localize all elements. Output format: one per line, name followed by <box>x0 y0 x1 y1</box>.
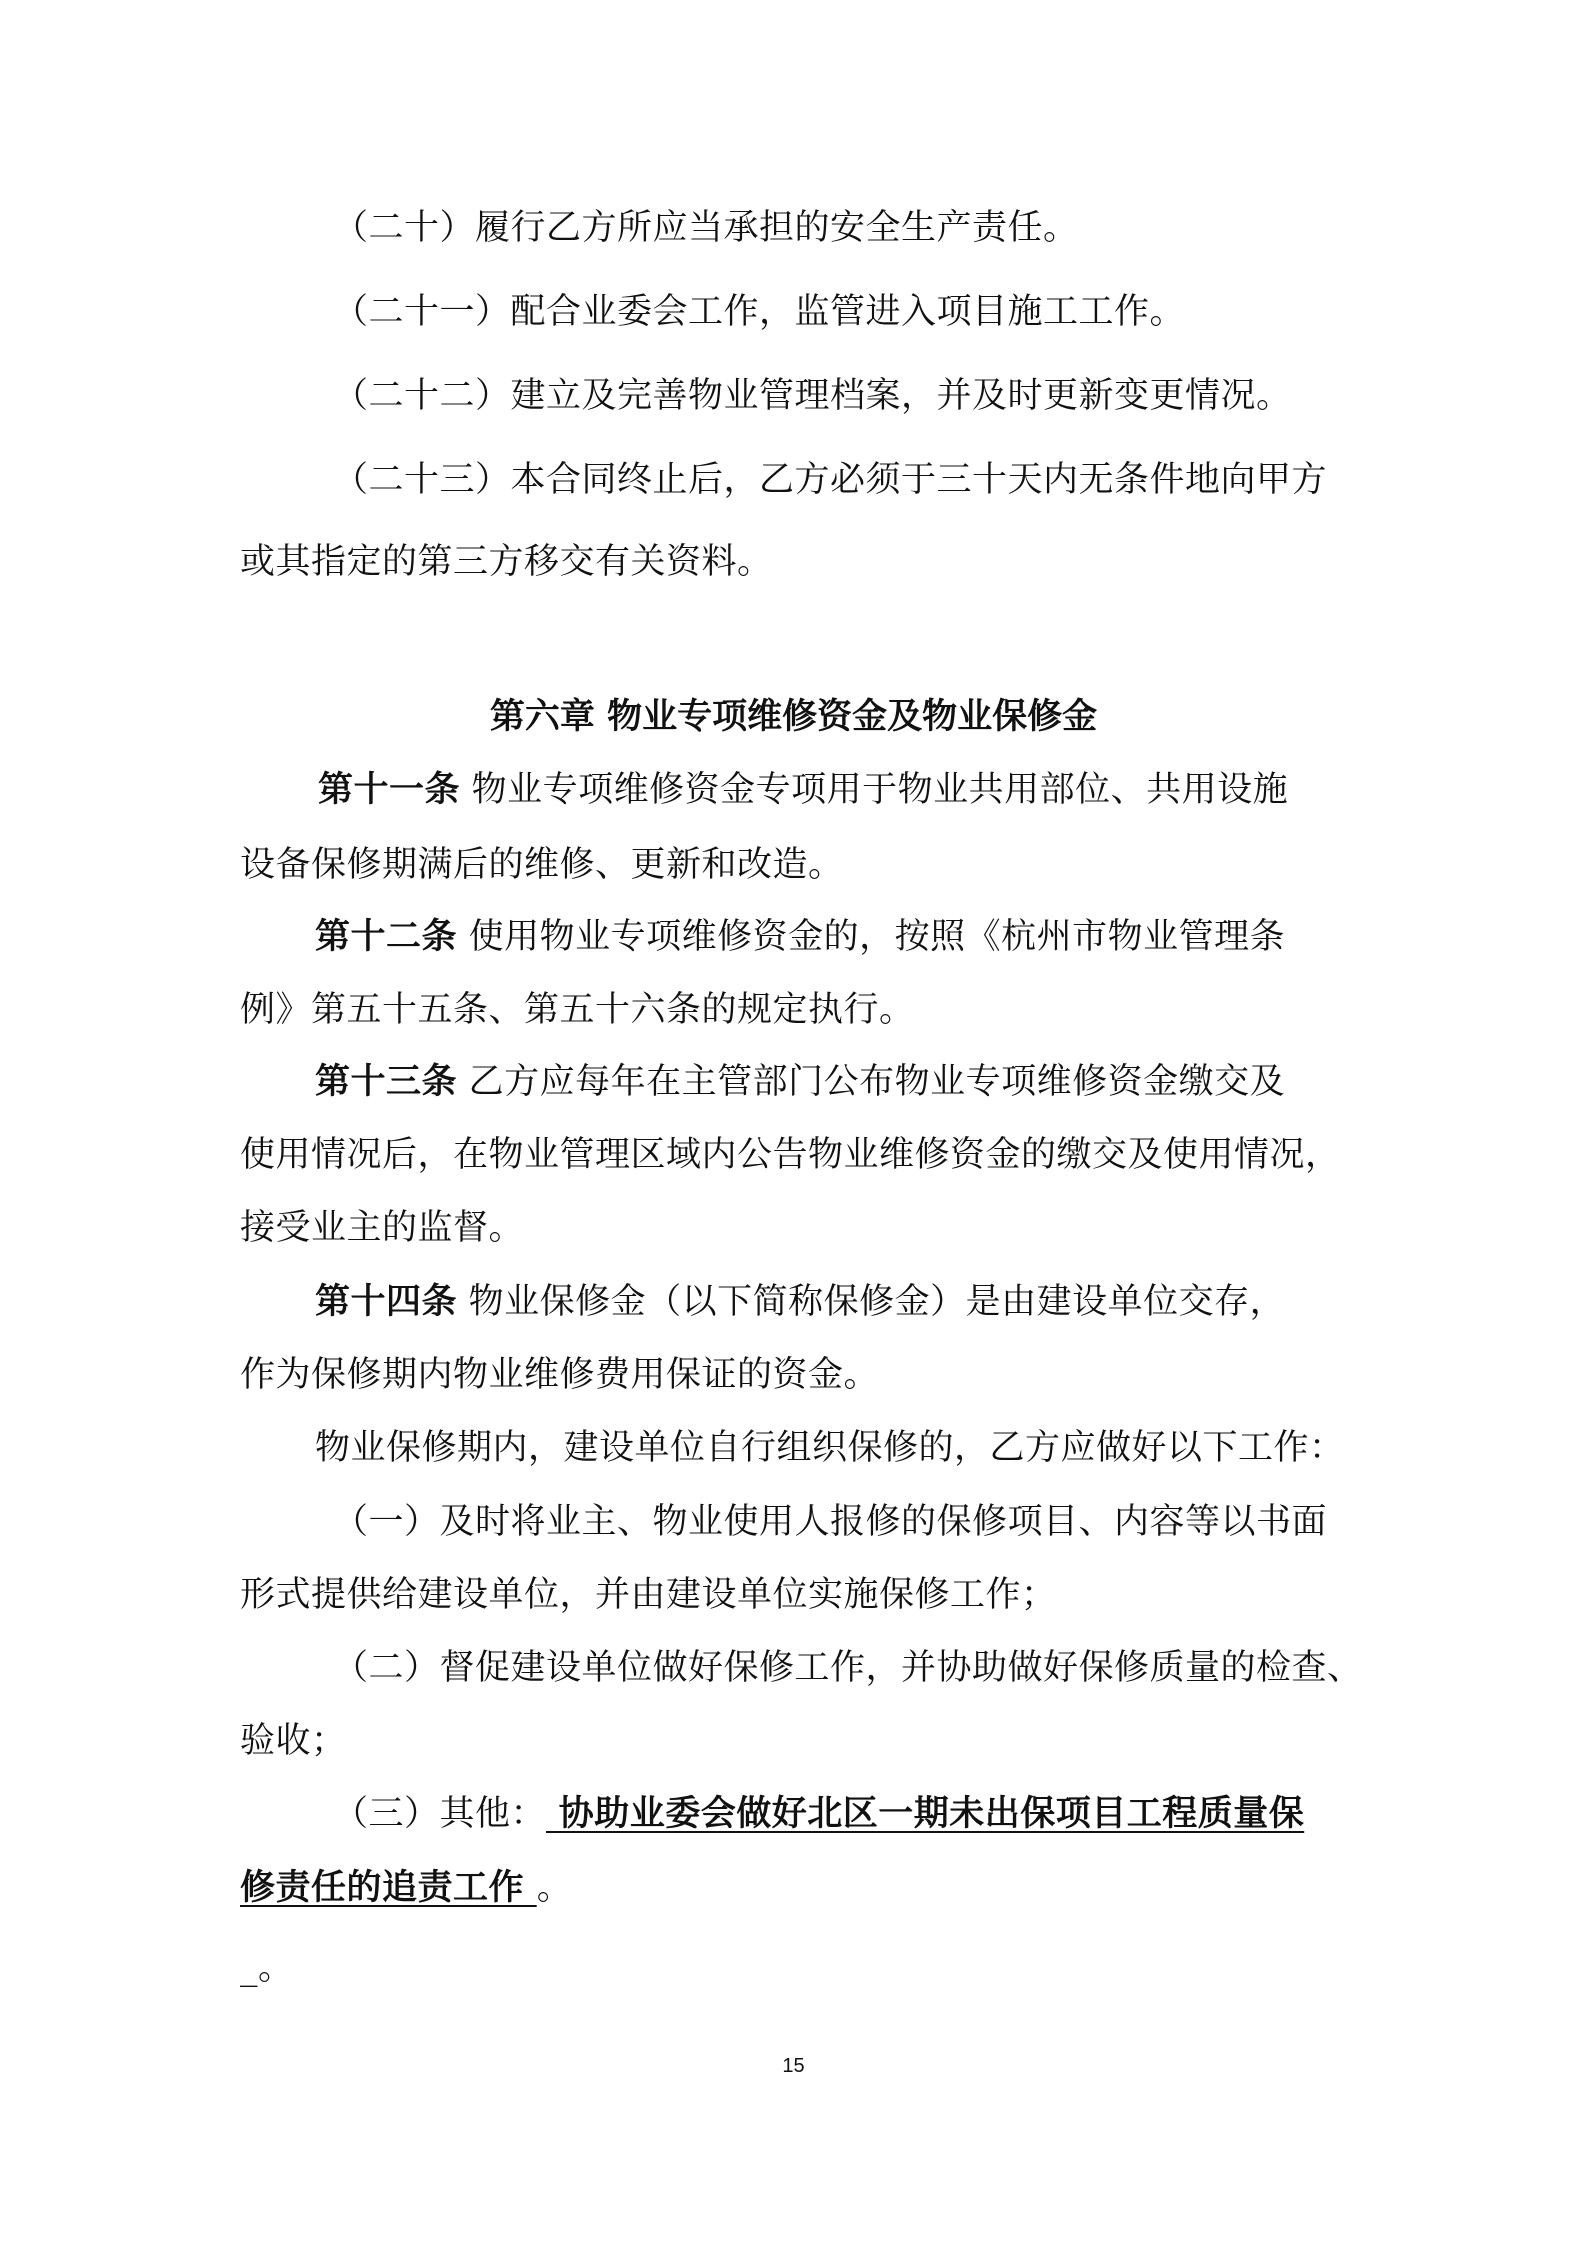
warranty-item-3-fill-in-cont: 修责任的追责工作 <box>240 1867 537 1908</box>
warranty-item-1-line-2: 形式提供给建设单位，并由建设单位实施保修工作； <box>240 1575 1057 1615</box>
article-13-label: 第十三条 <box>315 1061 458 1102</box>
clause-22: （二十二）建立及完善物业管理档案，并及时更新变更情况。 <box>333 376 1292 416</box>
chapter-title: 第六章 物业专项维修资金及物业保修金 <box>489 696 1098 737</box>
warranty-item-3-line-2 <box>240 1866 572 1910</box>
warranty-item-3-end: 。 <box>536 1868 573 1908</box>
warranty-item-2-line-2: 验收； <box>240 1721 347 1761</box>
article-11-label: 第十一条 <box>318 769 461 810</box>
clause-21: （二十一）配合业委会工作，监管进入项目施工工作。 <box>333 292 1186 332</box>
article-13-line-3: 接受业主的监督。 <box>240 1208 525 1248</box>
warranty-item-3-line-1 <box>333 1792 1304 1836</box>
warranty-item-1-line-1: （一）及时将业主、物业使用人报修的保修项目、内容等以书面 <box>333 1502 1328 1542</box>
warranty-item-3-prefix: （三）其他： <box>333 1794 547 1834</box>
article-11-line-1 <box>318 768 1288 812</box>
warranty-item-2-line-1: （二）督促建设单位做好保修工作，并协助做好保修质量的检查、 <box>333 1648 1363 1688</box>
clause-20: （二十）履行乙方所应当承担的安全生产责任。 <box>333 208 1079 248</box>
article-13-text: 乙方应每年在主管部门公布物业专项维修资金缴交及 <box>468 1062 1286 1102</box>
article-11-line-2: 设备保修期满后的维修、更新和改造。 <box>240 845 844 885</box>
article-14-line-1 <box>315 1280 1285 1324</box>
article-13-line-2: 使用情况后，在物业管理区域内公告物业维修资金的缴交及使用情况， <box>240 1135 1341 1175</box>
trailing-blank: _。 <box>240 1948 294 1988</box>
article-12-label: 第十二条 <box>315 916 458 957</box>
article-13-line-1 <box>315 1060 1285 1104</box>
clause-23-line-2: 或其指定的第三方移交有关资料。 <box>240 542 773 582</box>
warranty-intro: 物业保修期内，建设单位自行组织保修的，乙方应做好以下工作： <box>315 1428 1345 1468</box>
article-11-text: 物业专项维修资金专项用于物业共用部位、共用设施 <box>471 770 1289 810</box>
clause-23-line-1: （二十三）本合同终止后，乙方必须于三十天内无条件地向甲方 <box>333 460 1328 500</box>
article-14-text: 物业保修金（以下简称保修金）是由建设单位交存， <box>468 1282 1286 1322</box>
page-number: 15 <box>782 2055 805 2077</box>
warranty-item-3-fill-in: 协助业委会做好北区一期未出保项目工程质量保 <box>546 1793 1305 1834</box>
article-12-line-2: 例》第五十五条、第五十六条的规定执行。 <box>240 990 915 1030</box>
article-14-line-2: 作为保修期内物业维修费用保证的资金。 <box>240 1355 880 1395</box>
article-14-label: 第十四条 <box>315 1281 458 1322</box>
article-12-text: 使用物业专项维修资金的，按照《杭州市物业管理条 <box>468 917 1286 957</box>
article-12-line-1 <box>315 915 1285 959</box>
